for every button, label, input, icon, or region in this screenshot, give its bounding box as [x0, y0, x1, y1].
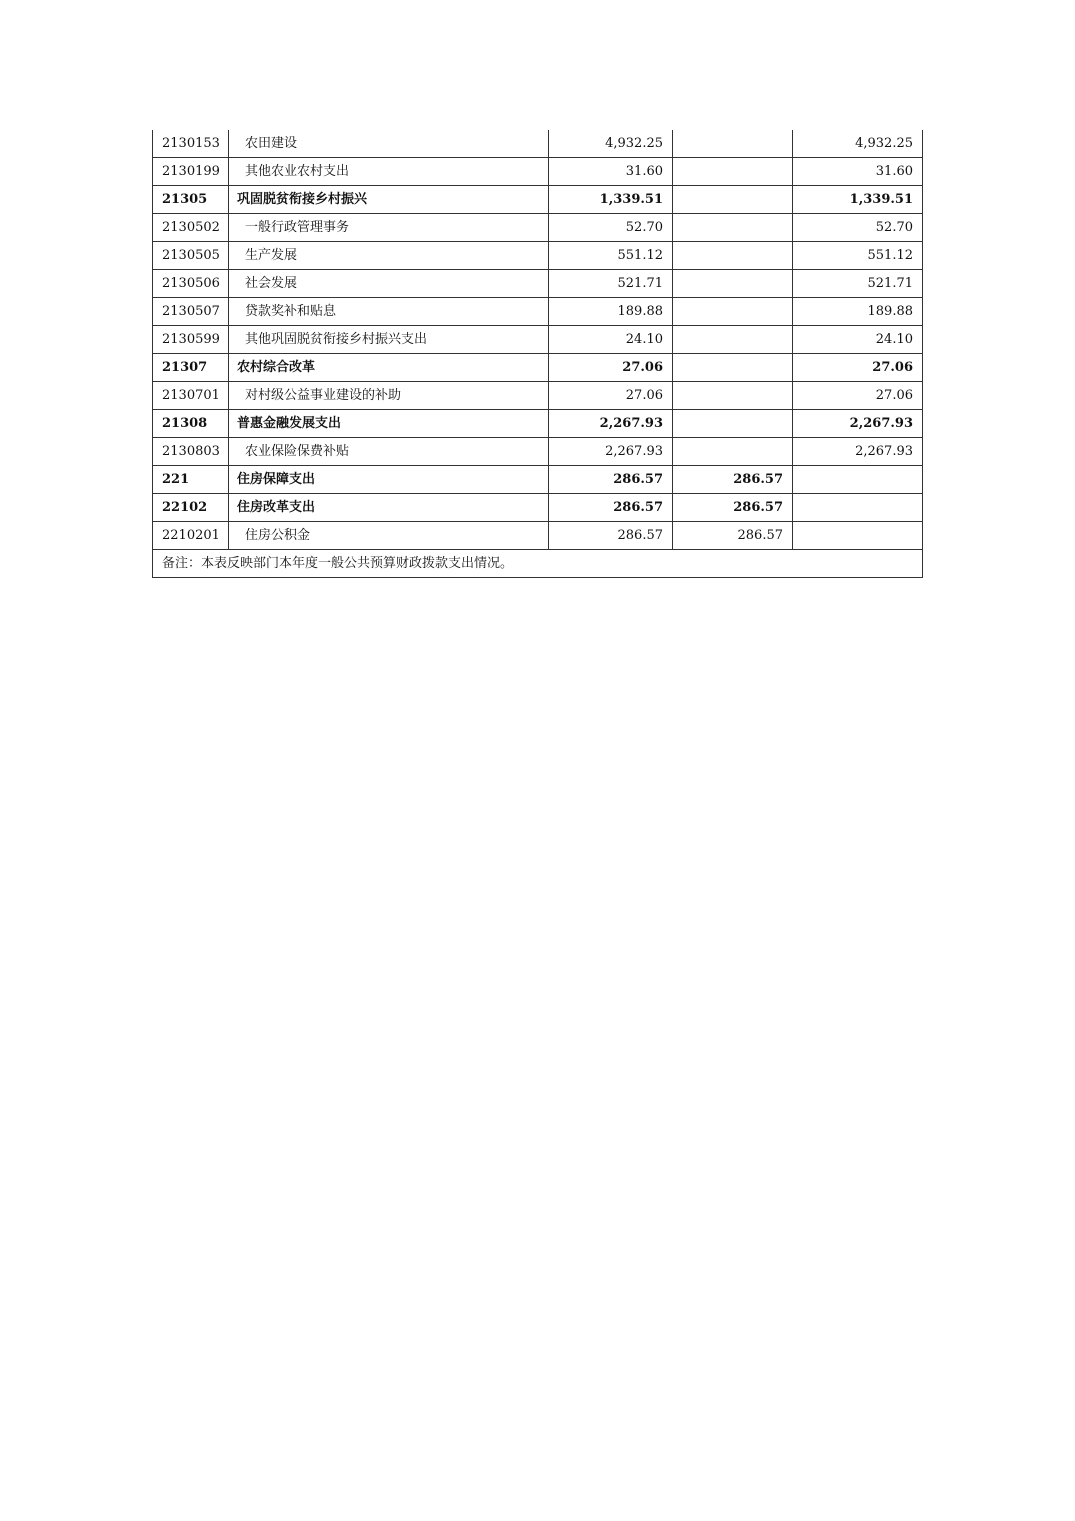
- basic-expenditure: [673, 270, 793, 298]
- basic-expenditure: [673, 438, 793, 466]
- subject-name: 住房公积金: [229, 522, 549, 550]
- table-row: [153, 214, 923, 242]
- project-expenditure: 27.06: [793, 354, 923, 382]
- subject-name: 普惠金融发展支出: [229, 410, 549, 438]
- total-amount: 24.10: [549, 326, 673, 354]
- subject-code: 2130199: [153, 158, 229, 186]
- subject-code: 2130701: [153, 382, 229, 410]
- note-row: [153, 550, 923, 578]
- total-amount: 2,267.93: [549, 410, 673, 438]
- project-expenditure: 24.10: [793, 326, 923, 354]
- total-amount: 521.71: [549, 270, 673, 298]
- total-amount: 1,339.51: [549, 186, 673, 214]
- basic-expenditure: [673, 130, 793, 158]
- basic-expenditure: 286.57: [673, 522, 793, 550]
- subject-name: 住房保障支出: [229, 466, 549, 494]
- table-row: [153, 522, 923, 550]
- subject-name: 社会发展: [229, 270, 549, 298]
- subject-name: 对村级公益事业建设的补助: [229, 382, 549, 410]
- subject-name: 生产发展: [229, 242, 549, 270]
- subject-code: 2130507: [153, 298, 229, 326]
- total-amount: 551.12: [549, 242, 673, 270]
- subject-code: 2130502: [153, 214, 229, 242]
- table-row: [153, 298, 923, 326]
- total-amount: 2,267.93: [549, 438, 673, 466]
- subject-code: 2210201: [153, 522, 229, 550]
- basic-expenditure: [673, 158, 793, 186]
- basic-expenditure: [673, 298, 793, 326]
- basic-expenditure: [673, 242, 793, 270]
- project-expenditure: 2,267.93: [793, 438, 923, 466]
- project-expenditure: 31.60: [793, 158, 923, 186]
- subject-name: 贷款奖补和贴息: [229, 298, 549, 326]
- project-expenditure: [793, 522, 923, 550]
- total-amount: 286.57: [549, 494, 673, 522]
- total-amount: 286.57: [549, 466, 673, 494]
- project-expenditure: 1,339.51: [793, 186, 923, 214]
- table-row: [153, 186, 923, 214]
- project-expenditure: 551.12: [793, 242, 923, 270]
- basic-expenditure: 286.57: [673, 466, 793, 494]
- total-amount: 52.70: [549, 214, 673, 242]
- project-expenditure: 27.06: [793, 382, 923, 410]
- basic-expenditure: [673, 410, 793, 438]
- subject-name: 其他巩固脱贫衔接乡村振兴支出: [229, 326, 549, 354]
- table-row: [153, 130, 923, 158]
- table-row: [153, 326, 923, 354]
- total-amount: 27.06: [549, 382, 673, 410]
- budget-expenditure-table: [152, 130, 923, 578]
- total-amount: 189.88: [549, 298, 673, 326]
- subject-code: 2130599: [153, 326, 229, 354]
- table-row: [153, 270, 923, 298]
- project-expenditure: [793, 466, 923, 494]
- basic-expenditure: 286.57: [673, 494, 793, 522]
- subject-name: 农业保险保费补贴: [229, 438, 549, 466]
- subject-code: 221: [153, 466, 229, 494]
- project-expenditure: 189.88: [793, 298, 923, 326]
- table-row: [153, 466, 923, 494]
- basic-expenditure: [673, 382, 793, 410]
- subject-name: 农田建设: [229, 130, 549, 158]
- subject-name: 农村综合改革: [229, 354, 549, 382]
- subject-code: 2130803: [153, 438, 229, 466]
- subject-code: 22102: [153, 494, 229, 522]
- table-row: [153, 382, 923, 410]
- table-note: 备注：本表反映部门本年度一般公共预算财政拨款支出情况。: [153, 550, 923, 578]
- subject-code: 2130153: [153, 130, 229, 158]
- total-amount: 31.60: [549, 158, 673, 186]
- basic-expenditure: [673, 214, 793, 242]
- subject-name: 住房改革支出: [229, 494, 549, 522]
- project-expenditure: 521.71: [793, 270, 923, 298]
- total-amount: 286.57: [549, 522, 673, 550]
- subject-code: 21308: [153, 410, 229, 438]
- basic-expenditure: [673, 326, 793, 354]
- table-body: [153, 130, 923, 578]
- subject-name: 一般行政管理事务: [229, 214, 549, 242]
- table-row: [153, 410, 923, 438]
- basic-expenditure: [673, 186, 793, 214]
- table-row: [153, 494, 923, 522]
- project-expenditure: [793, 494, 923, 522]
- basic-expenditure: [673, 354, 793, 382]
- table-row: [153, 242, 923, 270]
- project-expenditure: 4,932.25: [793, 130, 923, 158]
- project-expenditure: 52.70: [793, 214, 923, 242]
- subject-code: 2130506: [153, 270, 229, 298]
- table-row: [153, 438, 923, 466]
- table-row: [153, 354, 923, 382]
- total-amount: 4,932.25: [549, 130, 673, 158]
- subject-code: 21307: [153, 354, 229, 382]
- subject-name: 其他农业农村支出: [229, 158, 549, 186]
- total-amount: 27.06: [549, 354, 673, 382]
- subject-name: 巩固脱贫衔接乡村振兴: [229, 186, 549, 214]
- table-row: [153, 158, 923, 186]
- subject-code: 2130505: [153, 242, 229, 270]
- project-expenditure: 2,267.93: [793, 410, 923, 438]
- subject-code: 21305: [153, 186, 229, 214]
